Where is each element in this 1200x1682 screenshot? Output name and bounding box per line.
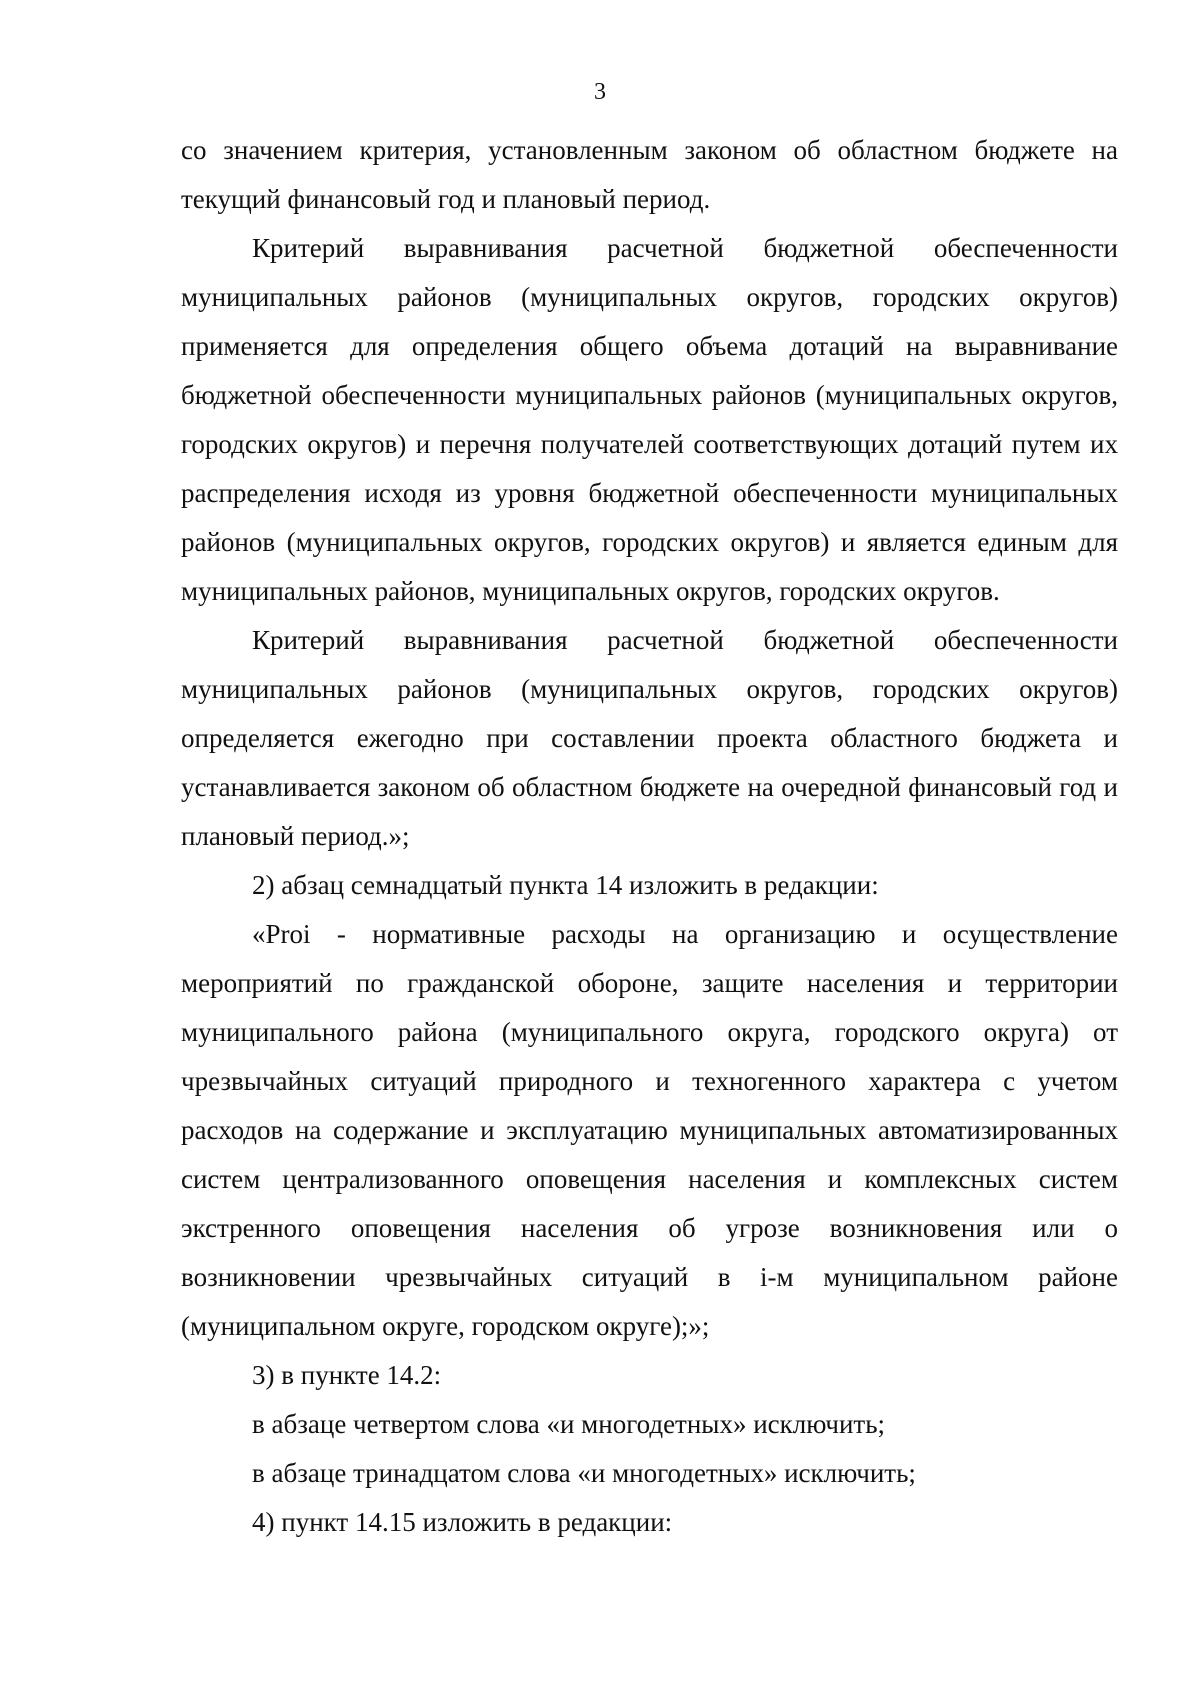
paragraph-criterion-application: Критерий выравнивания расчетной бюджетной обеспеченности муниципальных районов (муниципальных округов, городских округов) применяется для определения общего объема дотаций на выравнивание бюджетной обеспеченности муниципальных районов (муниципальных округов, городских округов) и перечня получателей соответствующих дотаций путем их распределения исходя из уровня бюджетной обеспеченности муниципальных районов (муниципальных округов, городских округов) и является единым для муниципальных районов, муниципальных округов, городских округов. bbox=[181, 233, 1118, 606]
paragraph-item-3: 3) в пункте 14.2: bbox=[252, 1360, 442, 1390]
paragraph-fourth-abzac: в абзаце четвертом слова «и многодетных» исключить; bbox=[252, 1409, 886, 1439]
paragraph-item-2: 2) абзац семнадцатый пункта 14 изложить в редакции: bbox=[252, 870, 879, 900]
paragraph-proi-definition: «Proi - нормативные расходы на организацию и осуществление мероприятий по гражданской обороне, защите населения и территории муниципального района (муниципального округа, городского округа) от чрезвычайных ситуаций природного и техногенного характера с учетом расходов на содержание и эксплуатацию муниципальных автоматизированных систем централизованного оповещения населения и комплексных систем экстренного оповещения населения об угрозе возникновения или о возникновении чрезвычайных ситуаций в i-м муниципальном районе (муниципальном округе, городском округе);»; bbox=[181, 919, 1118, 1341]
paragraph-item-4: 4) пункт 14.15 изложить в редакции: bbox=[252, 1507, 673, 1537]
paragraph-continuation: со значением критерия, установленным законом об областном бюджете на текущий финансовый год и плановый период. bbox=[181, 135, 1118, 214]
document-body bbox=[181, 126, 1118, 1547]
paragraph-thirteenth-abzac: в абзаце тринадцатом слова «и многодетных» исключить; bbox=[252, 1458, 916, 1488]
page-number: 3 bbox=[594, 79, 606, 105]
paragraph-criterion-determination: Критерий выравнивания расчетной бюджетной обеспеченности муниципальных районов (муниципальных округов, городских округов) определяется ежегодно при составлении проекта областного бюджета и устанавливается законом об областном бюджете на очередной финансовый год и плановый период.»; bbox=[181, 625, 1118, 851]
